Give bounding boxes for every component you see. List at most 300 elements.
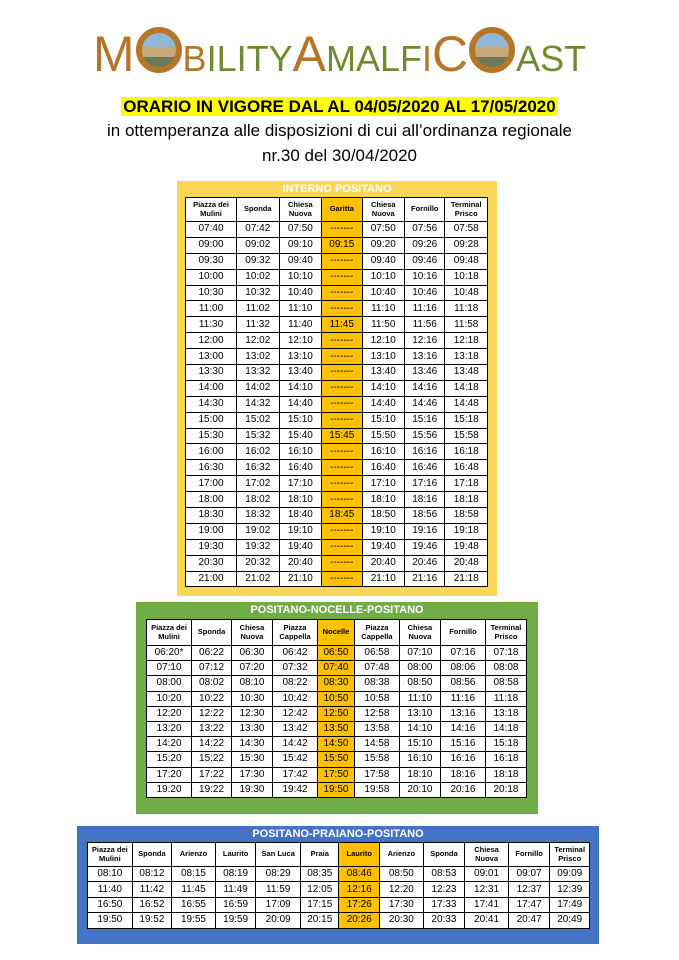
time-cell: ------- xyxy=(322,333,362,349)
time-cell: 18:10 xyxy=(279,492,322,508)
time-cell: 14:00 xyxy=(186,380,237,396)
time-cell: 08:00 xyxy=(399,661,440,676)
ordinance-number: nr.30 del 30/04/2020 xyxy=(261,146,418,165)
logo-letter: M xyxy=(92,26,135,82)
time-cell: 07:10 xyxy=(399,646,440,661)
time-cell: ------- xyxy=(322,444,362,460)
time-cell: 08:08 xyxy=(485,661,526,676)
time-cell: 11:02 xyxy=(237,301,280,317)
brand-logo xyxy=(0,26,679,87)
time-cell: 08:58 xyxy=(485,676,526,691)
time-cell: ------- xyxy=(322,476,362,492)
table-row xyxy=(186,222,488,238)
timetable xyxy=(87,842,590,929)
time-cell: 15:10 xyxy=(279,412,322,428)
time-cell: ------- xyxy=(322,269,362,285)
column-header: Laurito xyxy=(215,843,256,867)
time-cell: 21:16 xyxy=(405,571,445,587)
time-cell: 20:46 xyxy=(405,555,445,571)
time-cell: ------- xyxy=(322,492,362,508)
time-cell: 07:48 xyxy=(354,661,399,676)
time-cell: 15:58 xyxy=(445,428,488,444)
table-title: INTERNO POSITANO xyxy=(282,183,392,195)
time-cell: 14:58 xyxy=(354,737,399,752)
time-cell: 16:40 xyxy=(362,460,405,476)
table-row xyxy=(88,867,590,882)
table-row xyxy=(186,333,488,349)
time-cell: ------- xyxy=(322,555,362,571)
time-cell: 07:40 xyxy=(186,222,237,238)
time-cell: 19:55 xyxy=(172,913,216,928)
time-cell: 19:42 xyxy=(272,782,317,797)
time-cell: 07:18 xyxy=(485,646,526,661)
time-cell: 11:50 xyxy=(362,317,405,333)
time-cell: 17:47 xyxy=(508,897,550,912)
time-cell: 19:46 xyxy=(405,539,445,555)
time-cell: 19:18 xyxy=(445,523,488,539)
time-cell: 09:15 xyxy=(322,237,362,253)
time-cell: 17:58 xyxy=(354,767,399,782)
column-header: Piazza dei Mulini xyxy=(88,843,133,867)
time-cell: 21:10 xyxy=(362,571,405,587)
time-cell: 08:29 xyxy=(256,867,301,882)
time-cell: 17:49 xyxy=(550,897,590,912)
time-cell: 18:40 xyxy=(279,508,322,524)
time-cell: 17:30 xyxy=(232,767,273,782)
time-cell: 18:45 xyxy=(322,508,362,524)
column-header: Chiesa Nuova xyxy=(362,198,405,222)
time-cell: 15:00 xyxy=(186,412,237,428)
time-cell: 07:56 xyxy=(405,222,445,238)
time-cell: ------- xyxy=(322,380,362,396)
time-cell: 18:32 xyxy=(237,508,280,524)
time-cell: ------- xyxy=(322,396,362,412)
time-cell: 08:50 xyxy=(399,676,440,691)
time-cell: 07:40 xyxy=(318,661,355,676)
time-cell: 11:40 xyxy=(88,882,133,897)
time-cell: 06:22 xyxy=(192,646,232,661)
time-cell: 13:10 xyxy=(279,349,322,365)
time-cell: 09:01 xyxy=(465,867,509,882)
time-cell: 08:19 xyxy=(215,867,256,882)
time-cell: ------- xyxy=(322,365,362,381)
time-cell: 13:30 xyxy=(186,365,237,381)
column-header: Terminal Prisco xyxy=(445,198,488,222)
column-header: Arienzo xyxy=(380,843,424,867)
time-cell: 07:58 xyxy=(445,222,488,238)
table-row xyxy=(186,539,488,555)
time-cell: 15:16 xyxy=(440,737,485,752)
time-cell: ------- xyxy=(322,222,362,238)
time-cell: 14:16 xyxy=(405,380,445,396)
table-row xyxy=(88,913,590,928)
table-row xyxy=(186,349,488,365)
time-cell: 13:48 xyxy=(445,365,488,381)
time-cell: 17:30 xyxy=(380,897,424,912)
time-cell: 14:30 xyxy=(186,396,237,412)
table-row xyxy=(88,897,590,912)
time-cell: 14:18 xyxy=(485,721,526,736)
table-row xyxy=(186,571,488,587)
time-cell: 16:16 xyxy=(405,444,445,460)
time-cell: ------- xyxy=(322,539,362,555)
table-row xyxy=(186,380,488,396)
time-cell: 18:30 xyxy=(186,508,237,524)
time-cell: 19:40 xyxy=(362,539,405,555)
time-cell: 17:02 xyxy=(237,476,280,492)
time-cell: 17:10 xyxy=(362,476,405,492)
table-row xyxy=(147,782,527,797)
time-cell: 09:07 xyxy=(508,867,550,882)
time-cell: 16:10 xyxy=(399,752,440,767)
time-cell: 11:42 xyxy=(132,882,171,897)
timetable xyxy=(185,197,488,587)
time-cell: 09:46 xyxy=(405,253,445,269)
time-cell: 07:32 xyxy=(272,661,317,676)
time-cell: 07:16 xyxy=(440,646,485,661)
time-cell: 15:45 xyxy=(322,428,362,444)
time-cell: 06:30 xyxy=(232,646,273,661)
time-cell: 16:18 xyxy=(485,752,526,767)
time-cell: 08:35 xyxy=(301,867,339,882)
time-cell: 19:59 xyxy=(215,913,256,928)
time-cell: 17:50 xyxy=(318,767,355,782)
time-cell: 10:20 xyxy=(147,691,192,706)
table-row xyxy=(186,237,488,253)
time-cell: ------- xyxy=(322,349,362,365)
time-cell: ------- xyxy=(322,571,362,587)
time-cell: 14:02 xyxy=(237,380,280,396)
time-cell: 08:56 xyxy=(440,676,485,691)
time-cell: 11:58 xyxy=(445,317,488,333)
time-cell: 18:18 xyxy=(445,492,488,508)
table-row xyxy=(186,523,488,539)
time-cell: 16:50 xyxy=(88,897,133,912)
table-row xyxy=(186,476,488,492)
time-cell: 20:41 xyxy=(465,913,509,928)
column-header: Terminal Prisco xyxy=(485,620,526,646)
time-cell: 11:45 xyxy=(172,882,216,897)
time-cell: 17:09 xyxy=(256,897,301,912)
table-row xyxy=(147,752,527,767)
time-cell: 16:02 xyxy=(237,444,280,460)
column-header: Piazza Cappella xyxy=(272,620,317,646)
time-cell: 15:16 xyxy=(405,412,445,428)
column-header: San Luca xyxy=(256,843,301,867)
time-cell: 20:40 xyxy=(279,555,322,571)
time-cell: 14:10 xyxy=(279,380,322,396)
time-cell: 09:10 xyxy=(279,237,322,253)
logo-letter: B xyxy=(182,38,207,79)
time-cell: 19:02 xyxy=(237,523,280,539)
time-cell: 12:23 xyxy=(423,882,465,897)
time-cell: 06:20* xyxy=(147,646,192,661)
time-cell: 20:16 xyxy=(440,782,485,797)
time-cell: 10:30 xyxy=(186,285,237,301)
time-cell: 14:32 xyxy=(237,396,280,412)
time-cell: 13:40 xyxy=(362,365,405,381)
table-row xyxy=(88,882,590,897)
time-cell: 10:00 xyxy=(186,269,237,285)
time-cell: 15:10 xyxy=(399,737,440,752)
time-cell: 18:58 xyxy=(445,508,488,524)
time-cell: 13:40 xyxy=(279,365,322,381)
time-cell: 17:20 xyxy=(147,767,192,782)
table-row xyxy=(147,767,527,782)
time-cell: 12:37 xyxy=(508,882,550,897)
time-cell: 11:00 xyxy=(186,301,237,317)
time-cell: 14:16 xyxy=(440,721,485,736)
time-cell: 14:48 xyxy=(445,396,488,412)
time-cell: 16:59 xyxy=(215,897,256,912)
time-cell: 11:56 xyxy=(405,317,445,333)
time-cell: 19:10 xyxy=(279,523,322,539)
time-cell: 07:10 xyxy=(147,661,192,676)
time-cell: ------- xyxy=(322,412,362,428)
time-cell: 10:48 xyxy=(445,285,488,301)
time-cell: 18:56 xyxy=(405,508,445,524)
time-cell: 10:42 xyxy=(272,691,317,706)
time-cell: 10:58 xyxy=(354,691,399,706)
time-cell: 15:30 xyxy=(232,752,273,767)
time-cell: 13:32 xyxy=(237,365,280,381)
time-cell: 11:16 xyxy=(405,301,445,317)
table-row xyxy=(147,721,527,736)
column-header: Piazza dei Mulini xyxy=(186,198,237,222)
column-header: Fornillo xyxy=(508,843,550,867)
time-cell: 16:18 xyxy=(445,444,488,460)
time-cell: 14:22 xyxy=(192,737,232,752)
time-cell: 20:49 xyxy=(550,913,590,928)
time-cell: 13:20 xyxy=(147,721,192,736)
time-cell: 19:22 xyxy=(192,782,232,797)
time-cell: 11:45 xyxy=(322,317,362,333)
table-row xyxy=(186,365,488,381)
time-cell: 13:16 xyxy=(405,349,445,365)
time-cell: 17:33 xyxy=(423,897,465,912)
column-header: Fornillo xyxy=(440,620,485,646)
time-cell: 18:00 xyxy=(186,492,237,508)
time-cell: 11:40 xyxy=(279,317,322,333)
time-cell: 08:50 xyxy=(380,867,424,882)
column-header: Praia xyxy=(301,843,339,867)
time-cell: 16:10 xyxy=(362,444,405,460)
time-cell: 16:52 xyxy=(132,897,171,912)
logo-letter: MALF xyxy=(325,38,422,79)
logo-letter: A xyxy=(292,26,326,82)
time-cell: 12:30 xyxy=(232,706,273,721)
column-header: Garitta xyxy=(322,198,362,222)
time-cell: 14:10 xyxy=(362,380,405,396)
time-cell: 16:00 xyxy=(186,444,237,460)
time-cell: 15:58 xyxy=(354,752,399,767)
column-header: Sponda xyxy=(423,843,465,867)
table-row xyxy=(186,508,488,524)
time-cell: 08:10 xyxy=(88,867,133,882)
time-cell: 12:31 xyxy=(465,882,509,897)
time-cell: 15:18 xyxy=(485,737,526,752)
table-title: POSITANO-NOCELLE-POSITANO xyxy=(250,604,424,616)
time-cell: 16:10 xyxy=(279,444,322,460)
time-cell: 14:20 xyxy=(147,737,192,752)
time-cell: 12:02 xyxy=(237,333,280,349)
time-cell: 20:33 xyxy=(423,913,465,928)
time-cell: 14:46 xyxy=(405,396,445,412)
time-cell: 19:50 xyxy=(88,913,133,928)
time-cell: 18:16 xyxy=(405,492,445,508)
time-cell: 06:42 xyxy=(272,646,317,661)
time-cell: 07:50 xyxy=(362,222,405,238)
validity-text: ORARIO IN VIGORE DAL AL 04/05/2020 AL 17/05/2020 xyxy=(123,97,556,116)
time-cell: 17:41 xyxy=(465,897,509,912)
table-row xyxy=(147,706,527,721)
table-row xyxy=(186,428,488,444)
time-cell: 12:20 xyxy=(147,706,192,721)
time-cell: 20:30 xyxy=(380,913,424,928)
time-cell: 18:18 xyxy=(485,767,526,782)
time-cell: 13:58 xyxy=(354,721,399,736)
time-cell: 13:16 xyxy=(440,706,485,721)
table-row xyxy=(186,444,488,460)
time-cell: 15:50 xyxy=(362,428,405,444)
time-cell: 19:32 xyxy=(237,539,280,555)
time-cell: 09:32 xyxy=(237,253,280,269)
time-cell: 18:02 xyxy=(237,492,280,508)
time-cell: 11:32 xyxy=(237,317,280,333)
time-cell: 10:02 xyxy=(237,269,280,285)
logo-o-photo-icon xyxy=(136,27,182,73)
time-cell: 15:40 xyxy=(279,428,322,444)
time-cell: 13:10 xyxy=(362,349,405,365)
time-cell: 12:50 xyxy=(318,706,355,721)
time-cell: 12:05 xyxy=(301,882,339,897)
time-cell: 08:38 xyxy=(354,676,399,691)
table-row xyxy=(186,396,488,412)
table-row xyxy=(186,285,488,301)
time-cell: 18:50 xyxy=(362,508,405,524)
time-cell: 10:40 xyxy=(279,285,322,301)
time-cell: 10:46 xyxy=(405,285,445,301)
table-row xyxy=(147,676,527,691)
time-cell: 12:22 xyxy=(192,706,232,721)
time-cell: 11:10 xyxy=(362,301,405,317)
time-cell: 21:10 xyxy=(279,571,322,587)
time-cell: 15:30 xyxy=(186,428,237,444)
time-cell: 16:55 xyxy=(172,897,216,912)
time-cell: 16:46 xyxy=(405,460,445,476)
time-cell: 18:10 xyxy=(362,492,405,508)
time-cell: 19:30 xyxy=(232,782,273,797)
time-cell: 20:30 xyxy=(186,555,237,571)
column-header: Laurito xyxy=(339,843,380,867)
column-header: Piazza Cappella xyxy=(354,620,399,646)
time-cell: 18:16 xyxy=(440,767,485,782)
logo-letter: ILITY xyxy=(206,38,293,79)
time-cell: 10:16 xyxy=(405,269,445,285)
time-cell: 08:15 xyxy=(172,867,216,882)
time-cell: 13:18 xyxy=(485,706,526,721)
time-cell: 14:40 xyxy=(279,396,322,412)
time-cell: 12:16 xyxy=(405,333,445,349)
column-header: Arienzo xyxy=(172,843,216,867)
time-cell: 21:00 xyxy=(186,571,237,587)
time-cell: 07:50 xyxy=(279,222,322,238)
time-cell: 16:16 xyxy=(440,752,485,767)
time-cell: 07:20 xyxy=(232,661,273,676)
table-row xyxy=(147,646,527,661)
time-cell: 19:52 xyxy=(132,913,171,928)
logo-o-photo-icon xyxy=(469,27,515,73)
time-cell: 15:56 xyxy=(405,428,445,444)
time-cell: 18:10 xyxy=(399,767,440,782)
time-cell: 15:18 xyxy=(445,412,488,428)
time-cell: 12:18 xyxy=(445,333,488,349)
time-cell: 14:50 xyxy=(318,737,355,752)
time-cell: 19:30 xyxy=(186,539,237,555)
time-cell: 17:18 xyxy=(445,476,488,492)
time-cell: 14:30 xyxy=(232,737,273,752)
column-header: Chiesa Nuova xyxy=(465,843,509,867)
table-row xyxy=(186,269,488,285)
time-cell: 17:26 xyxy=(339,897,380,912)
time-cell: 10:50 xyxy=(318,691,355,706)
time-cell: 11:59 xyxy=(256,882,301,897)
time-cell: 08:22 xyxy=(272,676,317,691)
time-cell: 11:18 xyxy=(445,301,488,317)
time-cell: 11:10 xyxy=(279,301,322,317)
column-header: Chiesa Nuova xyxy=(232,620,273,646)
time-cell: ------- xyxy=(322,523,362,539)
time-cell: 06:58 xyxy=(354,646,399,661)
time-cell: 15:42 xyxy=(272,752,317,767)
time-cell: 12:10 xyxy=(362,333,405,349)
time-cell: 19:50 xyxy=(318,782,355,797)
time-cell: 12:16 xyxy=(339,882,380,897)
time-cell: 12:58 xyxy=(354,706,399,721)
table-title: POSITANO-PRAIANO-POSITANO xyxy=(252,828,424,840)
time-cell: 16:40 xyxy=(279,460,322,476)
time-cell: 20:15 xyxy=(301,913,339,928)
time-cell: ------- xyxy=(322,285,362,301)
time-cell: 12:10 xyxy=(279,333,322,349)
time-cell: 17:16 xyxy=(405,476,445,492)
column-header: Nocelle xyxy=(318,620,355,646)
time-cell: 20:18 xyxy=(485,782,526,797)
time-cell: 20:09 xyxy=(256,913,301,928)
time-cell: 11:18 xyxy=(485,691,526,706)
time-cell: 13:00 xyxy=(186,349,237,365)
time-cell: 12:39 xyxy=(550,882,590,897)
time-cell: 10:10 xyxy=(362,269,405,285)
time-cell: 16:30 xyxy=(186,460,237,476)
column-header: Sponda xyxy=(132,843,171,867)
logo-letter: I xyxy=(421,38,432,79)
time-cell: 08:06 xyxy=(440,661,485,676)
time-cell: 09:09 xyxy=(550,867,590,882)
time-cell: 15:22 xyxy=(192,752,232,767)
table-row xyxy=(186,412,488,428)
logo-letter: AST xyxy=(516,38,587,79)
time-cell: 13:42 xyxy=(272,721,317,736)
time-cell: 12:00 xyxy=(186,333,237,349)
table-row xyxy=(186,317,488,333)
time-cell: 14:40 xyxy=(362,396,405,412)
time-cell: 16:48 xyxy=(445,460,488,476)
time-cell: 08:02 xyxy=(192,676,232,691)
time-cell: 09:40 xyxy=(279,253,322,269)
time-cell: 14:42 xyxy=(272,737,317,752)
time-cell: 09:40 xyxy=(362,253,405,269)
